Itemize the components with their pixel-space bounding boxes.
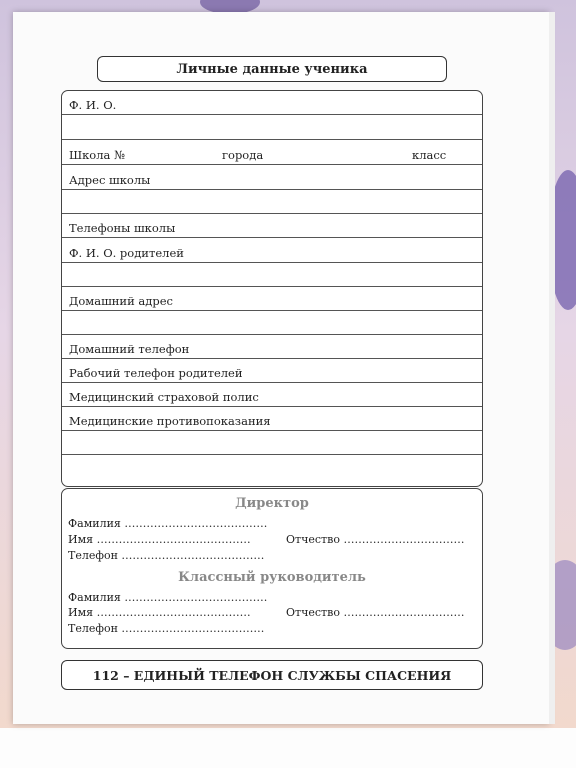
page-edge (549, 12, 555, 724)
form-row-blank[interactable] (62, 454, 482, 478)
school-city-label: города (222, 148, 264, 162)
school-class-label: класс (412, 148, 447, 162)
section-title (97, 56, 447, 82)
form-row-school-address[interactable]: Адрес школы (62, 165, 482, 190)
section-title-text: Личные данные ученика (176, 61, 368, 77)
class-teacher-name[interactable]: Имя …………………………………… (68, 606, 251, 619)
form-row-parents-work-phone[interactable]: Рабочий телефон родителей (62, 358, 482, 383)
class-teacher-patronymic[interactable]: Отчество …………………………… (286, 606, 465, 619)
director-patronymic[interactable]: Отчество …………………………… (286, 533, 465, 546)
class-teacher-phone[interactable]: Телефон ………………………………… (68, 622, 265, 635)
form-row-school-phones[interactable]: Телефоны школы (62, 213, 482, 238)
notebook-page (13, 12, 549, 724)
form-row-contraindications[interactable]: Медицинские противопоказания (62, 406, 482, 431)
personal-data-form (61, 90, 483, 487)
class-teacher-surname[interactable]: Фамилия ………………………………… (68, 591, 268, 604)
form-row-school[interactable]: Школа № города класс (62, 140, 482, 165)
form-row-blank[interactable] (62, 115, 482, 140)
form-row-blank[interactable] (62, 310, 482, 335)
school-contacts (61, 488, 483, 649)
director-heading: Директор (235, 496, 309, 511)
emergency-phone-banner (61, 660, 483, 690)
form-row-blank[interactable] (62, 430, 482, 455)
form-row-full-name[interactable]: Ф. И. О. (62, 91, 482, 115)
form-row-home-phone[interactable]: Домашний телефон (62, 334, 482, 359)
bottom-margin (0, 728, 576, 768)
form-row-home-address[interactable]: Домашний адрес (62, 286, 482, 311)
director-phone[interactable]: Телефон ………………………………… (68, 549, 265, 562)
director-name[interactable]: Имя …………………………………… (68, 533, 251, 546)
director-surname[interactable]: Фамилия ………………………………… (68, 517, 268, 530)
class-teacher-heading: Классный руководитель (178, 570, 366, 585)
form-row-blank[interactable] (62, 189, 482, 214)
form-row-insurance-policy[interactable]: Медицинский страховой полис (62, 382, 482, 407)
form-row-parents-name[interactable]: Ф. И. О. родителей (62, 238, 482, 263)
emergency-phone-text: 112 – ЕДИНЫЙ ТЕЛЕФОН СЛУЖБЫ СПАСЕНИЯ (92, 667, 452, 683)
form-row-blank[interactable] (62, 262, 482, 287)
